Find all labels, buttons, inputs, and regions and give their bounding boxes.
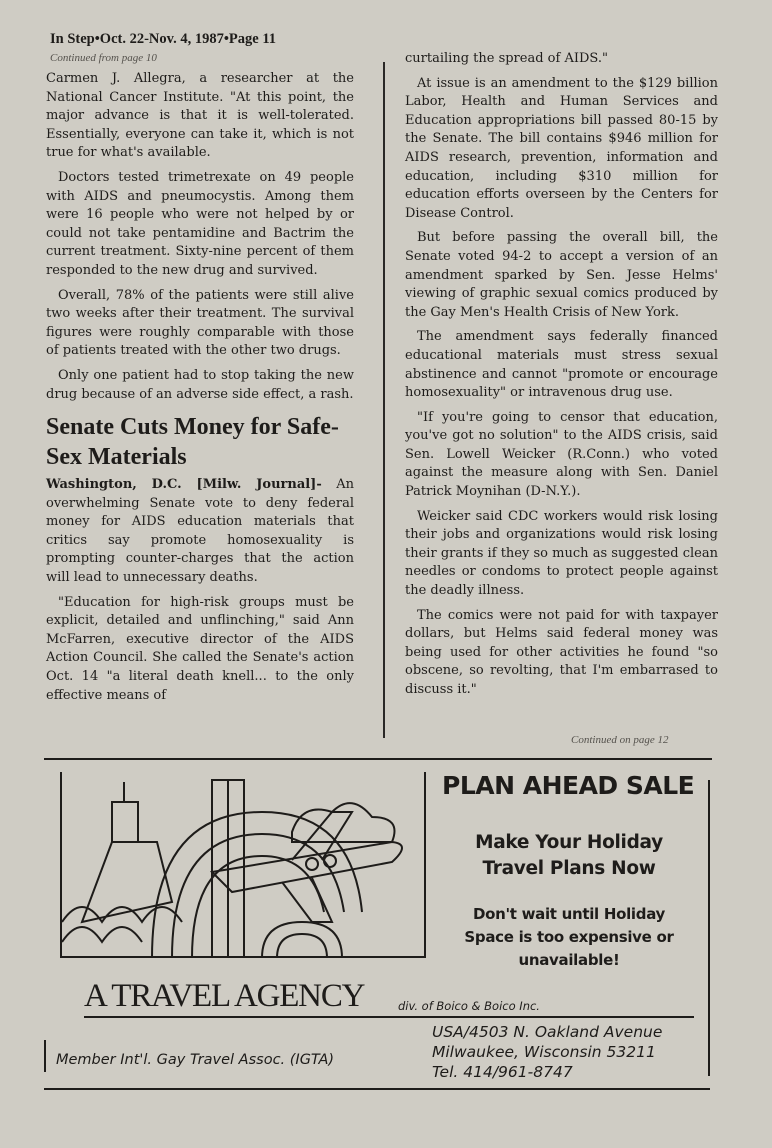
article-paragraph: Carmen J. Allegra, a researcher at the National Cancer Institute. "At this point, the major advance is that it is well-tolerated. Essentially, everyone can take it, which is not true for what's available. bbox=[46, 71, 354, 161]
ad-left-rule bbox=[44, 1040, 46, 1072]
article-paragraph: curtailing the spread of AIDS." bbox=[405, 51, 608, 66]
ad-warning-line: Space is too expensive or bbox=[464, 928, 674, 946]
article-paragraph: Overall, 78% of the patients were still alive two weeks after their treatment. The survival figures were roughly comparable with those of patients treated with the other two drugs. bbox=[46, 287, 354, 359]
article-paragraph: The amendment says federally financed educational materials must stress sexual abstinence and cannot "promote or encourage homosexuality" or intravenous drug use. bbox=[405, 329, 718, 401]
ad-bottom-rule bbox=[44, 1088, 710, 1090]
right-column bbox=[405, 50, 718, 706]
lead-text: An overwhelming Senate vote to deny federal money for AIDS education materials that critics say promote homosexuality is prompting counter-charges that the action will lead to unnecessary deaths. bbox=[46, 477, 354, 586]
ad-warning-line: unavailable! bbox=[518, 951, 620, 969]
address-line: USA/4503 N. Oakland Avenue bbox=[432, 1023, 663, 1041]
ad-top-rule bbox=[44, 758, 712, 760]
article-lead-paragraph bbox=[46, 476, 354, 588]
ad-right-rule bbox=[708, 780, 710, 1076]
ad-illustration-frame bbox=[60, 772, 426, 958]
article-paragraph: At issue is an amendment to the $129 billion Labor, Health and Human Services and Education appropriations bill passed 80-15 by the Senate. The bill contains $946 million for AIDS research, prevention, information and education, including $310 million for education efforts overseen by the Centers for Disease Control. bbox=[405, 75, 718, 221]
article-headline: Senate Cuts Money for Safe-Sex Materials bbox=[46, 414, 339, 471]
article-paragraph: Doctors tested trimetrexate on 49 people with AIDS and pneumocystis. Among them were 16 people who were not helped by or could not take pentamidine and Bactrim the current treatment. Sixty-nine percent of them responded to the new drug and survived. bbox=[46, 169, 354, 278]
ad-warning bbox=[434, 903, 704, 972]
page-header: In Step•Oct. 22-Nov. 4, 1987•Page 11 bbox=[50, 31, 277, 47]
phone-line: Tel. 414/961-8747 bbox=[432, 1063, 573, 1081]
address-line: Milwaukee, Wisconsin 53211 bbox=[432, 1043, 656, 1061]
ad-subhead-line: Travel Plans Now bbox=[482, 858, 656, 879]
article-paragraph: The comics were not paid for with taxpayer dollars, but Helms said federal money was being used for other activities he found "so obscene, so revolting, that I'm embarrased to discuss it." bbox=[405, 607, 718, 697]
article-paragraph: But before passing the overall bill, the Senate voted 94-2 to accept a version of an amendment sparked by Sen. Jesse Helms' viewing of graphic sexual comics produced by the Gay Men's Health Crisis of New York. bbox=[405, 230, 718, 320]
column-divider bbox=[383, 62, 385, 738]
ad-warning-line: Don't wait until Holiday bbox=[472, 905, 666, 923]
article-paragraph: "If you're going to censor that education, you've got no solution" to the AIDS crisis, said Sen. Lowell Weicker (R.Conn.) who voted against the measure along with Sen. Daniel Patrick Moynihan (D-N.Y.). bbox=[405, 409, 718, 500]
article-paragraph: Only one patient had to stop taking the new drug because of an adverse side effect, a rash. bbox=[46, 367, 354, 402]
dateline: Washington, D.C. [Milw. Journal]- bbox=[46, 477, 322, 493]
agency-underline bbox=[84, 1016, 694, 1018]
ad-subhead bbox=[438, 830, 700, 882]
ad-subhead-line: Make Your Holiday bbox=[475, 832, 663, 853]
left-column bbox=[46, 70, 354, 711]
ship-and-airplane-illustration-icon bbox=[62, 772, 424, 958]
agency-division: div. of Boico & Boico Inc. bbox=[398, 999, 540, 1013]
agency-name: A TRAVEL AGENCY bbox=[84, 978, 365, 1014]
continued-from-note: Continued from page 10 bbox=[50, 52, 157, 64]
agency-address bbox=[432, 1022, 662, 1082]
continued-to-note: Continued on page 12 bbox=[571, 734, 669, 746]
ad-title: PLAN AHEAD SALE bbox=[442, 771, 695, 800]
article-paragraph: Weicker said CDC workers would risk losing their jobs and organizations would risk losing their grants if they so much as suggested clean needles or condoms to protect people against the deadly illness. bbox=[405, 508, 718, 599]
article-paragraph: "Education for high-risk groups must be explicit, detailed and unflinching," said Ann McFarren, executive director of the AIDS Action Council. She called the Senate's action Oct. 14 "a literal death knell... to the only effective means of bbox=[46, 594, 354, 703]
member-note: Member Int'l. Gay Travel Assoc. (IGTA) bbox=[56, 1052, 335, 1068]
